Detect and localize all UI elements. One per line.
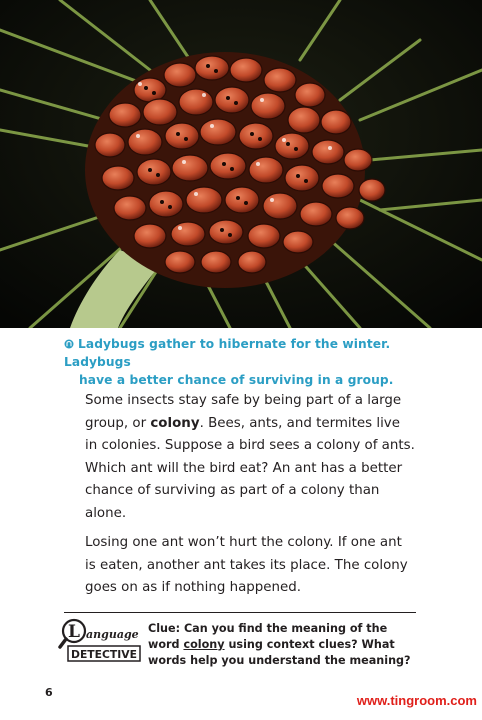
- clue-text-b: using context clues? What words help you understand the meaning?: [148, 638, 411, 667]
- clue-word: colony: [183, 638, 225, 651]
- paragraph-2-text: Losing one ant won’t hurt the colony. If one ant is eaten, another ant takes its place. The colony goes on as if nothing happened.: [85, 535, 408, 596]
- clue-text-a: Can you find the meaning of the word: [148, 622, 388, 651]
- camera-icon: [64, 339, 74, 349]
- keyword-colony: colony: [150, 415, 200, 431]
- watermark-url[interactable]: www.tingroom.com: [356, 693, 477, 708]
- logo-letter: L: [68, 622, 80, 642]
- paragraph-1: [64, 390, 416, 526]
- paragraph-1-text-b: . Bees, ants, and termites live in colonies. Suppose a bird sees a colony of ants. Which ant will the bird eat? An ant has a better chance of surviving as part of a colony than alone.: [85, 415, 415, 521]
- ladybug-cluster-photo: [0, 0, 482, 328]
- clue-label: Clue:: [148, 622, 181, 635]
- caption-line-1: Ladybugs gather to hibernate for the winter. Ladybugs: [64, 337, 391, 369]
- logo-line-1: anguage: [86, 628, 139, 641]
- paragraph-2: [64, 532, 416, 600]
- page-number: 6: [45, 686, 53, 699]
- clue-box: [148, 621, 418, 669]
- section-divider: [64, 612, 416, 613]
- paragraph-1-text-a: Some insects stay safe by being part of a large group, or: [85, 393, 402, 431]
- language-detective-logo: [58, 617, 142, 663]
- logo-line-2: DETECTIVE: [71, 649, 137, 661]
- caption-line-2: have a better chance of surviving in a group.: [79, 373, 394, 387]
- photo-caption: [64, 335, 424, 389]
